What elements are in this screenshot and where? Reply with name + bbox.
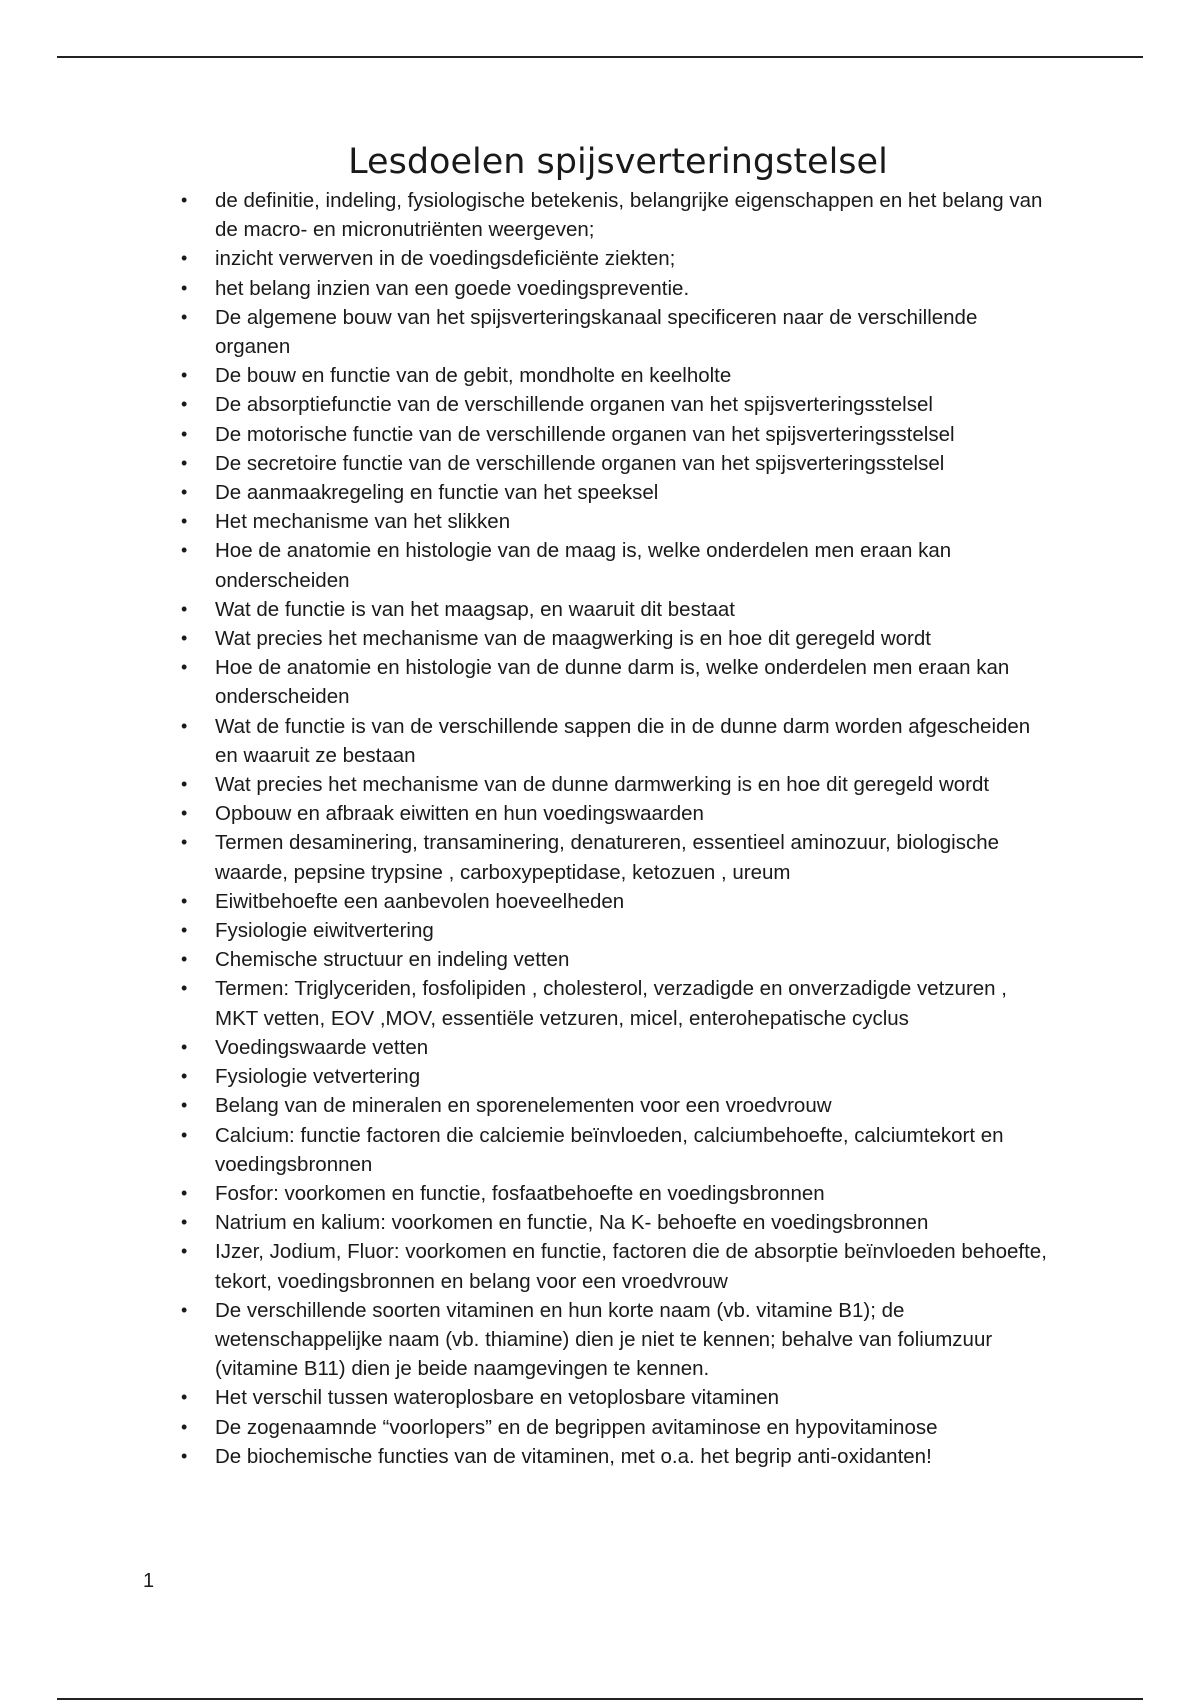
bullet-icon: • bbox=[181, 248, 188, 269]
list-item-text: Termen desaminering, transaminering, denatureren, essentieel aminozuur, biologische waarde, pepsine trypsine , carboxypeptidase, ketozuen , ureum bbox=[215, 831, 999, 884]
list-item bbox=[181, 536, 1055, 594]
list-item bbox=[181, 653, 1055, 711]
list-item-text: De zogenaamnde “voorlopers” en de begrippen avitaminose en hypovitaminose bbox=[215, 1415, 938, 1439]
list-item bbox=[181, 1383, 1055, 1412]
list-item bbox=[181, 1179, 1055, 1208]
bullet-icon: • bbox=[181, 1182, 188, 1203]
list-item-text: Chemische structuur en indeling vetten bbox=[215, 948, 570, 972]
bullet-icon: • bbox=[181, 394, 188, 415]
list-item-text: De biochemische functies van de vitaminen, met o.a. het begrip anti-oxidanten! bbox=[215, 1444, 932, 1468]
learning-goals-list bbox=[181, 186, 1055, 1471]
bullet-icon: • bbox=[181, 657, 188, 678]
list-item-text: het belang inzien van een goede voedingspreventie. bbox=[215, 276, 690, 300]
list-item-text: De absorptiefunctie van de verschillende organen van het spijsverteringsstelsel bbox=[215, 393, 933, 417]
list-item bbox=[181, 1442, 1055, 1471]
list-item-text: Wat de functie is van het maagsap, en waaruit dit bestaat bbox=[215, 597, 736, 621]
list-item bbox=[181, 1033, 1055, 1062]
list-item-text: De motorische functie van de verschillende organen van het spijsverteringsstelsel bbox=[215, 422, 955, 446]
list-item bbox=[181, 916, 1055, 945]
bullet-icon: • bbox=[181, 715, 188, 736]
list-item bbox=[181, 712, 1055, 770]
list-item-text: Voedingswaarde vetten bbox=[215, 1035, 429, 1059]
list-item-text: Fysiologie vetvertering bbox=[215, 1065, 421, 1089]
bullet-icon: • bbox=[181, 978, 188, 999]
list-item-text: Fosfor: voorkomen en functie, fosfaatbehoefte en voedingsbronnen bbox=[215, 1181, 825, 1205]
list-item bbox=[181, 1091, 1055, 1120]
list-item-text: Termen: Triglyceriden, fosfolipiden , cholesterol, verzadigde en onverzadigde vetzuren , MKT vetten, EOV ,MOV, essentiële vetzuren, micel, enterohepatische cyclus bbox=[215, 977, 1007, 1030]
bullet-icon: • bbox=[181, 365, 188, 386]
list-item-text: Calcium: functie factoren die calciemie beïnvloeden, calciumbehoefte, calciumtekort en voedingsbronnen bbox=[215, 1123, 1004, 1176]
list-item bbox=[181, 974, 1055, 1032]
bullet-icon: • bbox=[181, 1387, 188, 1408]
bullet-icon: • bbox=[181, 277, 188, 298]
list-item bbox=[181, 244, 1055, 273]
list-item bbox=[181, 361, 1055, 390]
list-item-text: De aanmaakregeling en functie van het speeksel bbox=[215, 481, 659, 505]
bullet-icon: • bbox=[181, 890, 188, 911]
header-rule bbox=[57, 56, 1143, 58]
bullet-icon: • bbox=[181, 774, 188, 795]
list-item bbox=[181, 1296, 1055, 1384]
list-item-text: Wat precies het mechanisme van de maagwerking is en hoe dit geregeld wordt bbox=[215, 627, 931, 651]
list-item-text: Belang van de mineralen en sporenelementen voor een vroedvrouw bbox=[215, 1094, 832, 1118]
list-item bbox=[181, 449, 1055, 478]
list-item-text: Het mechanisme van het slikken bbox=[215, 510, 511, 534]
list-item-text: Eiwitbehoefte een aanbevolen hoeveelheden bbox=[215, 889, 625, 913]
page-title: Lesdoelen spijsverteringstelsel bbox=[348, 142, 888, 182]
list-item bbox=[181, 1413, 1055, 1442]
list-item bbox=[181, 1208, 1055, 1237]
bullet-icon: • bbox=[181, 1124, 188, 1145]
bullet-icon: • bbox=[181, 1416, 188, 1437]
list-item bbox=[181, 624, 1055, 653]
bullet-icon: • bbox=[181, 803, 188, 824]
list-item-text: Hoe de anatomie en histologie van de maag is, welke onderdelen men eraan kan onderscheiden bbox=[215, 539, 952, 592]
bullet-icon: • bbox=[181, 598, 188, 619]
bullet-icon: • bbox=[181, 511, 188, 532]
bullet-icon: • bbox=[181, 482, 188, 503]
list-item-text: de definitie, indeling, fysiologische betekenis, belangrijke eigenschappen en het belang van de macro- en micronutriënten weergeven; bbox=[215, 189, 1043, 242]
list-item bbox=[181, 770, 1055, 799]
list-item-text: Wat precies het mechanisme van de dunne darmwerking is en hoe dit geregeld wordt bbox=[215, 773, 990, 797]
list-item-text: De bouw en functie van de gebit, mondholte en keelholte bbox=[215, 364, 732, 388]
list-item-text: IJzer, Jodium, Fluor: voorkomen en functie, factoren die de absorptie beïnvloeden behoefte, tekort, voedingsbronnen en belang voor een vroedvrouw bbox=[215, 1240, 1047, 1293]
list-item bbox=[181, 507, 1055, 536]
bullet-icon: • bbox=[181, 1212, 188, 1233]
list-item bbox=[181, 303, 1055, 361]
bullet-icon: • bbox=[181, 306, 188, 327]
list-item bbox=[181, 945, 1055, 974]
list-item-text: Fysiologie eiwitvertering bbox=[215, 919, 434, 943]
bullet-icon: • bbox=[181, 1445, 188, 1466]
list-item-text: De verschillende soorten vitaminen en hun korte naam (vb. vitamine B1); de wetenschappelijke naam (vb. thiamine) dien je niet te kennen; behalve van foliumzuur (vitamine B11) dien je beide naamgevingen te kennen. bbox=[215, 1298, 993, 1381]
list-item-text: Opbouw en afbraak eiwitten en hun voedingswaarden bbox=[215, 802, 704, 826]
list-item bbox=[181, 828, 1055, 886]
list-item bbox=[181, 420, 1055, 449]
list-item bbox=[181, 799, 1055, 828]
bullet-icon: • bbox=[181, 423, 188, 444]
list-item bbox=[181, 390, 1055, 419]
list-item-text: Het verschil tussen wateroplosbare en vetoplosbare vitaminen bbox=[215, 1386, 780, 1410]
bullet-icon: • bbox=[181, 949, 188, 970]
list-item-text: Natrium en kalium: voorkomen en functie, Na K- behoefte en voedingsbronnen bbox=[215, 1211, 929, 1235]
list-item-text: Wat de functie is van de verschillende sappen die in de dunne darm worden afgescheiden en waaruit ze bestaan bbox=[215, 714, 1031, 767]
list-item bbox=[181, 274, 1055, 303]
bullet-icon: • bbox=[181, 628, 188, 649]
bullet-icon: • bbox=[181, 1299, 188, 1320]
list-item bbox=[181, 595, 1055, 624]
list-item bbox=[181, 1062, 1055, 1091]
list-item bbox=[181, 887, 1055, 916]
list-item-text: De algemene bouw van het spijsverteringskanaal specificeren naar de verschillende organen bbox=[215, 305, 978, 359]
bullet-icon: • bbox=[181, 452, 188, 473]
list-item bbox=[181, 186, 1055, 244]
bullet-icon: • bbox=[181, 190, 188, 210]
bullet-icon: • bbox=[181, 920, 188, 941]
bullet-icon: • bbox=[181, 1095, 188, 1116]
list-item-text: Hoe de anatomie en histologie van de dunne darm is, welke onderdelen men eraan kan onderscheiden bbox=[215, 656, 1010, 709]
page-number: 1 bbox=[143, 1570, 155, 1592]
bullet-icon: • bbox=[181, 540, 188, 561]
list-item-text: inzicht verwerven in de voedingsdeficiënte ziekten; bbox=[215, 247, 676, 271]
bullet-icon: • bbox=[181, 1036, 188, 1057]
list-item bbox=[181, 1121, 1055, 1179]
list-item-text: De secretoire functie van de verschillende organen van het spijsverteringsstelsel bbox=[215, 451, 945, 475]
list-item bbox=[181, 478, 1055, 507]
bullet-icon: • bbox=[181, 1241, 188, 1262]
bullet-icon: • bbox=[181, 832, 188, 853]
bullet-icon: • bbox=[181, 1066, 188, 1087]
list-item bbox=[181, 1237, 1055, 1295]
